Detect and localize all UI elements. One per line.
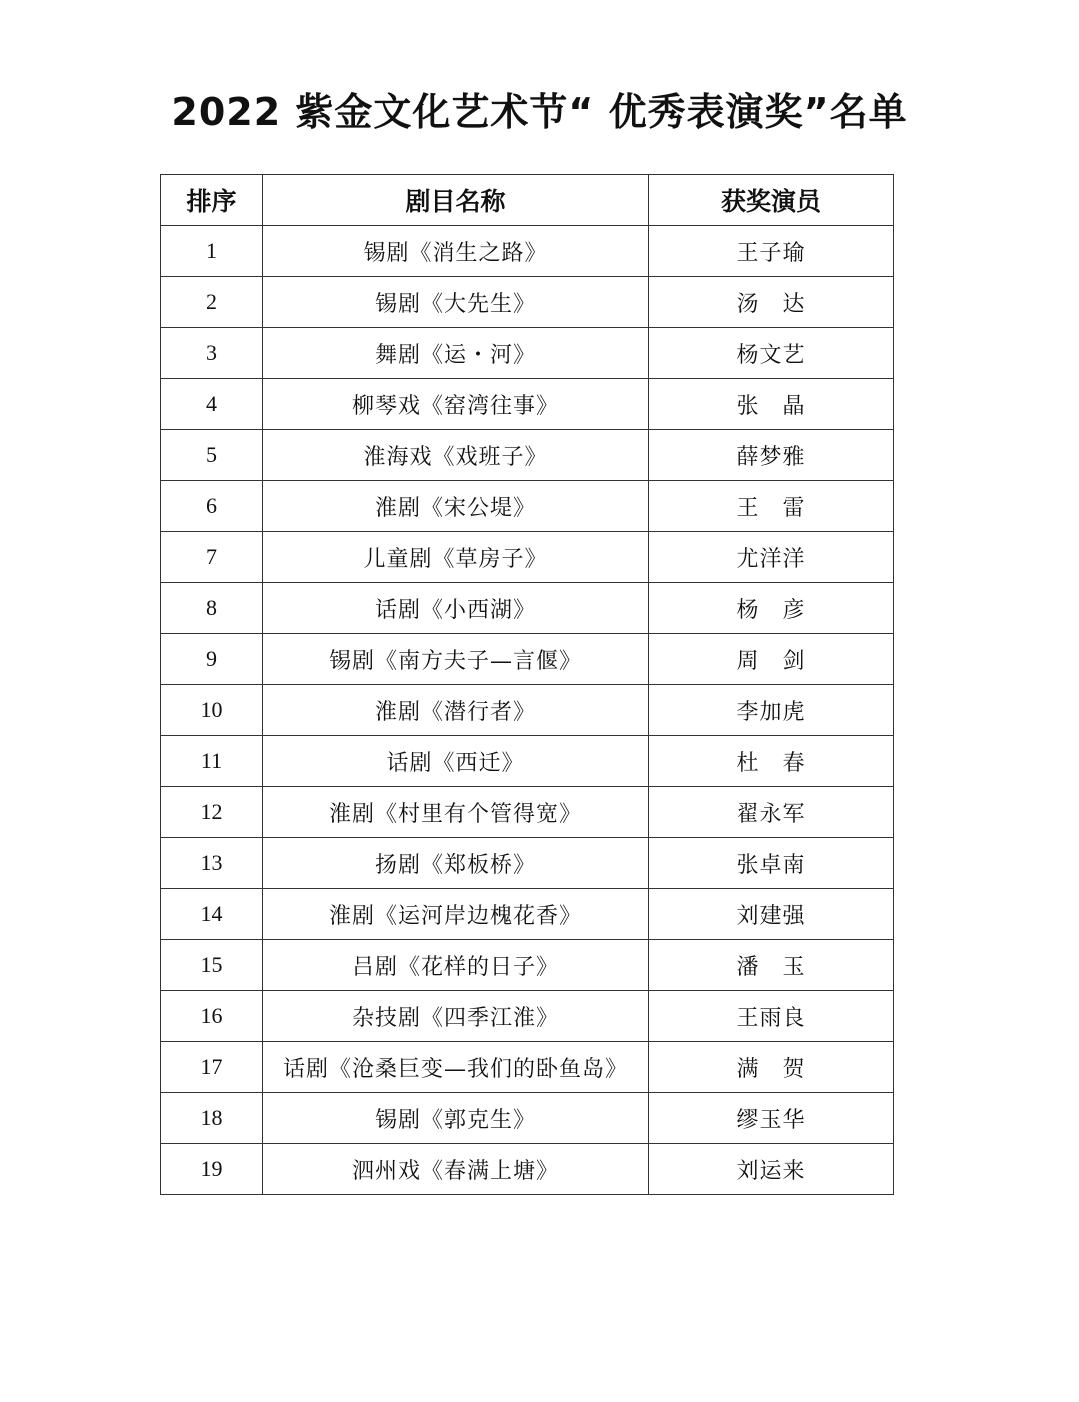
row-actor: 刘建强 [649,889,894,940]
row-actor: 王 雷 [649,481,894,532]
row-rank: 16 [161,991,263,1042]
table-row [161,226,894,277]
table-body [161,226,894,1195]
row-actor: 薛梦雅 [649,430,894,481]
row-play-name: 扬剧《郑板桥》 [263,838,649,889]
row-play-name: 话剧《西迁》 [263,736,649,787]
row-play-name: 杂技剧《四季江淮》 [263,991,649,1042]
table-row [161,532,894,583]
table-row [161,379,894,430]
table-row [161,940,894,991]
table-row [161,889,894,940]
row-play-name: 锡剧《大先生》 [263,277,649,328]
row-actor: 杨 彦 [649,583,894,634]
row-actor: 满 贺 [649,1042,894,1093]
header-play-name: 剧目名称 [263,175,649,226]
row-actor: 张 晶 [649,379,894,430]
row-actor: 潘 玉 [649,940,894,991]
table-header-row [161,175,894,226]
row-rank: 19 [161,1144,263,1195]
table-row [161,838,894,889]
row-rank: 2 [161,277,263,328]
table-row [161,328,894,379]
header-rank: 排序 [161,175,263,226]
table-row [161,634,894,685]
table-row [161,481,894,532]
row-rank: 8 [161,583,263,634]
row-rank: 12 [161,787,263,838]
table-row [161,736,894,787]
row-rank: 14 [161,889,263,940]
row-play-name: 锡剧《南方夫子—言偃》 [263,634,649,685]
row-rank: 6 [161,481,263,532]
row-play-name: 柳琴戏《窑湾往事》 [263,379,649,430]
table-row [161,1042,894,1093]
table-row [161,583,894,634]
row-rank: 3 [161,328,263,379]
header-actor: 获奖演员 [649,175,894,226]
table-row [161,430,894,481]
row-actor: 王雨良 [649,991,894,1042]
award-table [160,174,894,1195]
row-actor: 尤洋洋 [649,532,894,583]
row-rank: 5 [161,430,263,481]
row-actor: 李加虎 [649,685,894,736]
row-play-name: 淮剧《运河岸边槐花香》 [263,889,649,940]
row-play-name: 泗州戏《春满上塘》 [263,1144,649,1195]
row-play-name: 淮海戏《戏班子》 [263,430,649,481]
row-rank: 4 [161,379,263,430]
table-row [161,277,894,328]
row-actor: 缪玉华 [649,1093,894,1144]
row-actor: 杨文艺 [649,328,894,379]
row-play-name: 话剧《沧桑巨变—我们的卧鱼岛》 [263,1042,649,1093]
table-row [161,1144,894,1195]
row-rank: 10 [161,685,263,736]
page-title: 2022 紫金文化艺术节“ 优秀表演奖”名单 [171,90,908,134]
row-rank: 11 [161,736,263,787]
row-play-name: 舞剧《运・河》 [263,328,649,379]
row-rank: 17 [161,1042,263,1093]
row-rank: 9 [161,634,263,685]
row-play-name: 淮剧《宋公堤》 [263,481,649,532]
row-play-name: 吕剧《花样的日子》 [263,940,649,991]
row-actor: 汤 达 [649,277,894,328]
row-actor: 杜 春 [649,736,894,787]
row-play-name: 儿童剧《草房子》 [263,532,649,583]
row-actor: 刘运来 [649,1144,894,1195]
row-actor: 张卓南 [649,838,894,889]
row-actor: 王子瑜 [649,226,894,277]
row-play-name: 淮剧《村里有个管得宽》 [263,787,649,838]
row-rank: 13 [161,838,263,889]
row-rank: 7 [161,532,263,583]
table-row [161,685,894,736]
table-row [161,991,894,1042]
row-play-name: 锡剧《消生之路》 [263,226,649,277]
row-rank: 15 [161,940,263,991]
row-actor: 翟永军 [649,787,894,838]
row-play-name: 淮剧《潜行者》 [263,685,649,736]
table-row [161,1093,894,1144]
row-rank: 1 [161,226,263,277]
row-rank: 18 [161,1093,263,1144]
row-play-name: 话剧《小西湖》 [263,583,649,634]
table-row [161,787,894,838]
row-actor: 周 剑 [649,634,894,685]
row-play-name: 锡剧《郭克生》 [263,1093,649,1144]
